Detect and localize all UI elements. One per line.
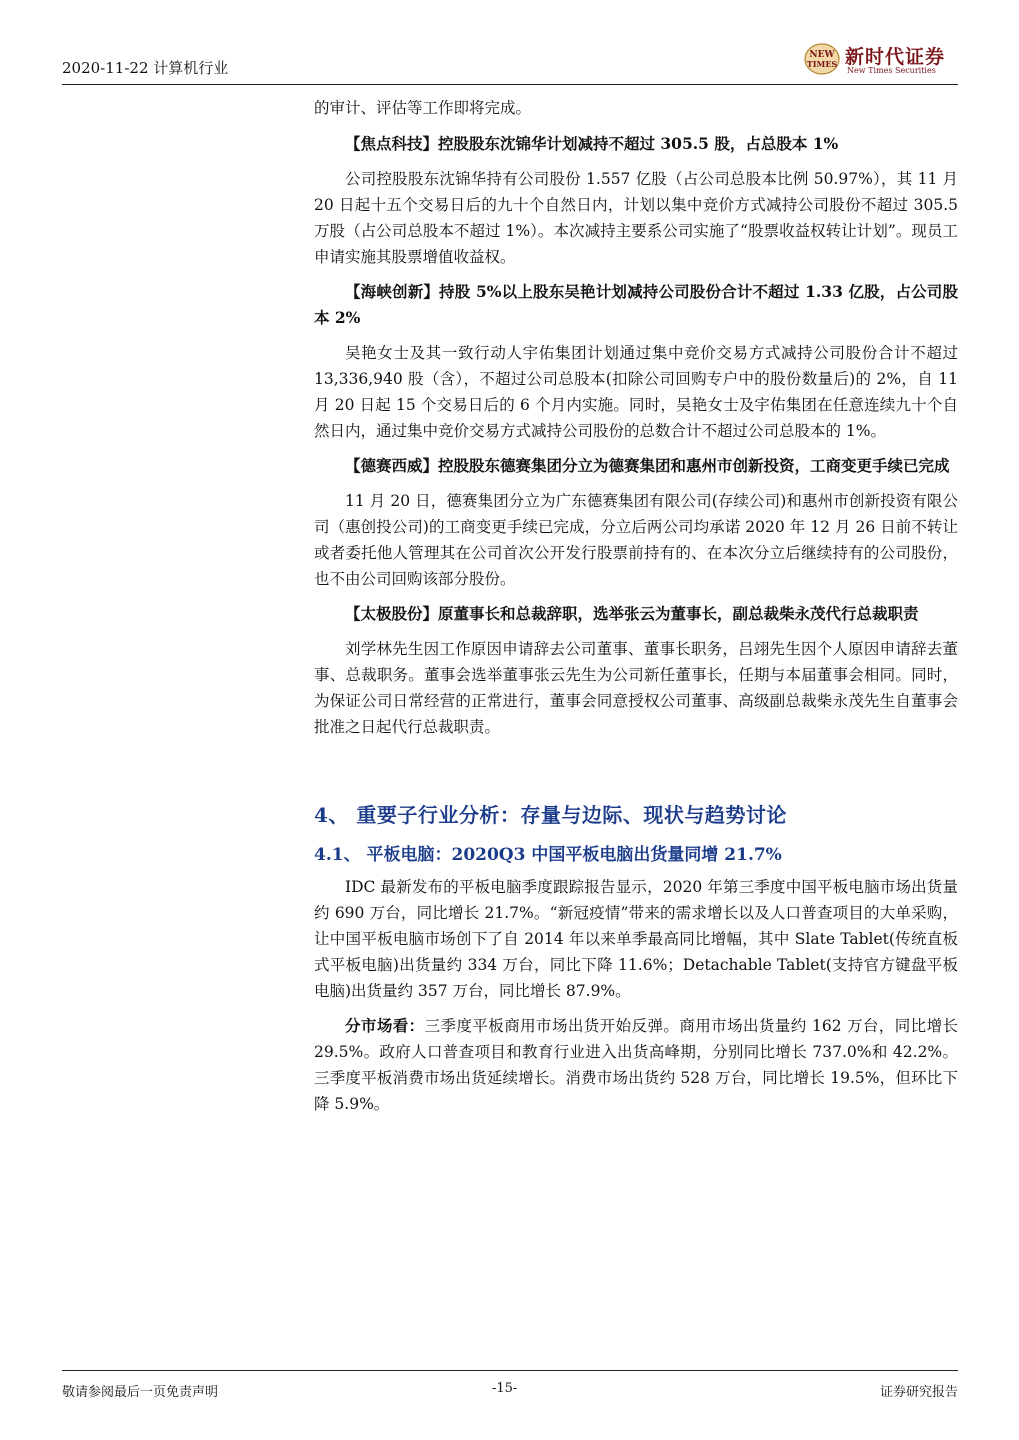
- market-breakdown-text: 三季度平板商用市场出货开始反弹。商用市场出货量约 162 万台，同比增长 29.5%。政府人口普查项目和教育行业进入出货高峰期，分别同比增长 737.0%和 42.2%。三季度平板消费市场出货延续增长。消费市场出货约 528 万台，同比增长 19.5%，但环比下降 5.9%。: [314, 1017, 958, 1113]
- section-heading-4: 4、 重要子行业分析：存量与边际、现状与趋势讨论: [314, 803, 787, 827]
- logo-english-name: New Times Securities: [847, 66, 936, 75]
- footer-disclaimer: 敬请参阅最后一页免责声明: [62, 1385, 219, 1400]
- news-body-jiaodian: 公司控股股东沈锦华持有公司股份 1.557 亿股（占公司总股本比例 50.97%），其 11 月 20 日起十五个交易日后的九十个自然日内，计划以集中竞价方式减持公司股份不超过 305.5 万股（占公司总股本不超过 1%）。本次减持主要系公司实施了“股票收益权转让计划”。现员工申请实施其股票增值收益权。: [314, 170, 958, 266]
- page-number: -15-: [492, 1381, 518, 1396]
- logo-mark-icon: [803, 42, 841, 76]
- main-content: [314, 95, 958, 1117]
- news-heading-jiaodian: 【焦点科技】控股股东沈锦华计划减持不超过 305.5 股，占总股本 1%: [345, 134, 839, 153]
- brand-logo: [803, 40, 958, 80]
- logo-mark-text-bottom: TIMES: [806, 59, 838, 69]
- news-body-desai: 11 月 20 日，德赛集团分立为广东德赛集团有限公司(存续公司)和惠州市创新投资有限公司（惠创投公司)的工商变更手续已完成，分立后两公司均承诺 2020 年 12 月 26 日前不转让或者委托他人管理其在公司首次公开发行股票前持有的、在本次分立后继续持有的公司股份，也不由公司回购该部分股份。: [314, 492, 958, 588]
- news-heading-desai: 【德赛西威】控股股东德赛集团分立为德赛集团和惠州市创新投资，工商变更手续已完成: [345, 456, 950, 475]
- news-heading-haixia: 【海峡创新】持股 5%以上股东吴艳计划减持公司股份合计不超过 1.33 亿股，占公司股本 2%: [314, 282, 958, 327]
- news-body-taiji: 刘学林先生因工作原因申请辞去公司董事、董事长职务，吕翊先生因个人原因申请辞去董事、总裁职务。董事会选举董事张云先生为公司新任董事长，任期与本届董事会相同。同时，为保证公司日常经营的正常进行，董事会同意授权公司董事、高级副总裁柴永茂先生自董事会批准之日起代行总裁职责。: [314, 640, 958, 736]
- logo-chinese-name: 新时代证券: [845, 46, 946, 68]
- tablet-market-paragraph: IDC 最新发布的平板电脑季度跟踪报告显示，2020 年第三季度中国平板电脑市场出货量约 690 万台，同比增长 21.7%。“新冠疫情”带来的需求增长以及人口普查项目的大单采购，让中国平板电脑市场创下了自 2014 年以来单季最高同比增幅，其中 Slate Tablet(传统直板式平板电脑)出货量约 334 万台，同比下降 11.6%；Detachable Tablet(支持官方键盘平板电脑)出货量约 357 万台，同比增长 87.9%。: [314, 878, 958, 1000]
- header-date-industry: 2020-11-22 计算机行业: [62, 59, 229, 77]
- market-breakdown-lead: 分市场看：: [345, 1016, 425, 1035]
- market-breakdown-paragraph: [314, 1013, 958, 1117]
- footer-report-type: 证券研究报告: [879, 1385, 958, 1400]
- news-body-haixia: 吴艳女士及其一致行动人宇佑集团计划通过集中竞价交易方式减持公司股份合计不超过 13,336,940 股（含），不超过公司总股本(扣除公司回购专户中的股份数量后)的 2%，自 11 月 20 日起 15 个交易日后的 6 个月内实施。同时，吴艳女士及宇佑集团在任意连续九十个自然日内，通过集中竞价交易方式减持公司股份的总数合计不超过公司总股本的 1%。: [314, 344, 958, 440]
- continued-paragraph: 的审计、评估等工作即将完成。: [314, 99, 532, 117]
- page-footer: [62, 1370, 958, 1401]
- news-heading-taiji: 【太极股份】原董事长和总裁辞职，选举张云为董事长，副总裁柴永茂代行总裁职责: [345, 604, 919, 623]
- section-heading-4-1: 4.1、 平板电脑：2020Q3 中国平板电脑出货量同增 21.7%: [314, 845, 782, 865]
- page-header: [62, 40, 958, 85]
- logo-mark-text-top: NEW: [809, 50, 835, 60]
